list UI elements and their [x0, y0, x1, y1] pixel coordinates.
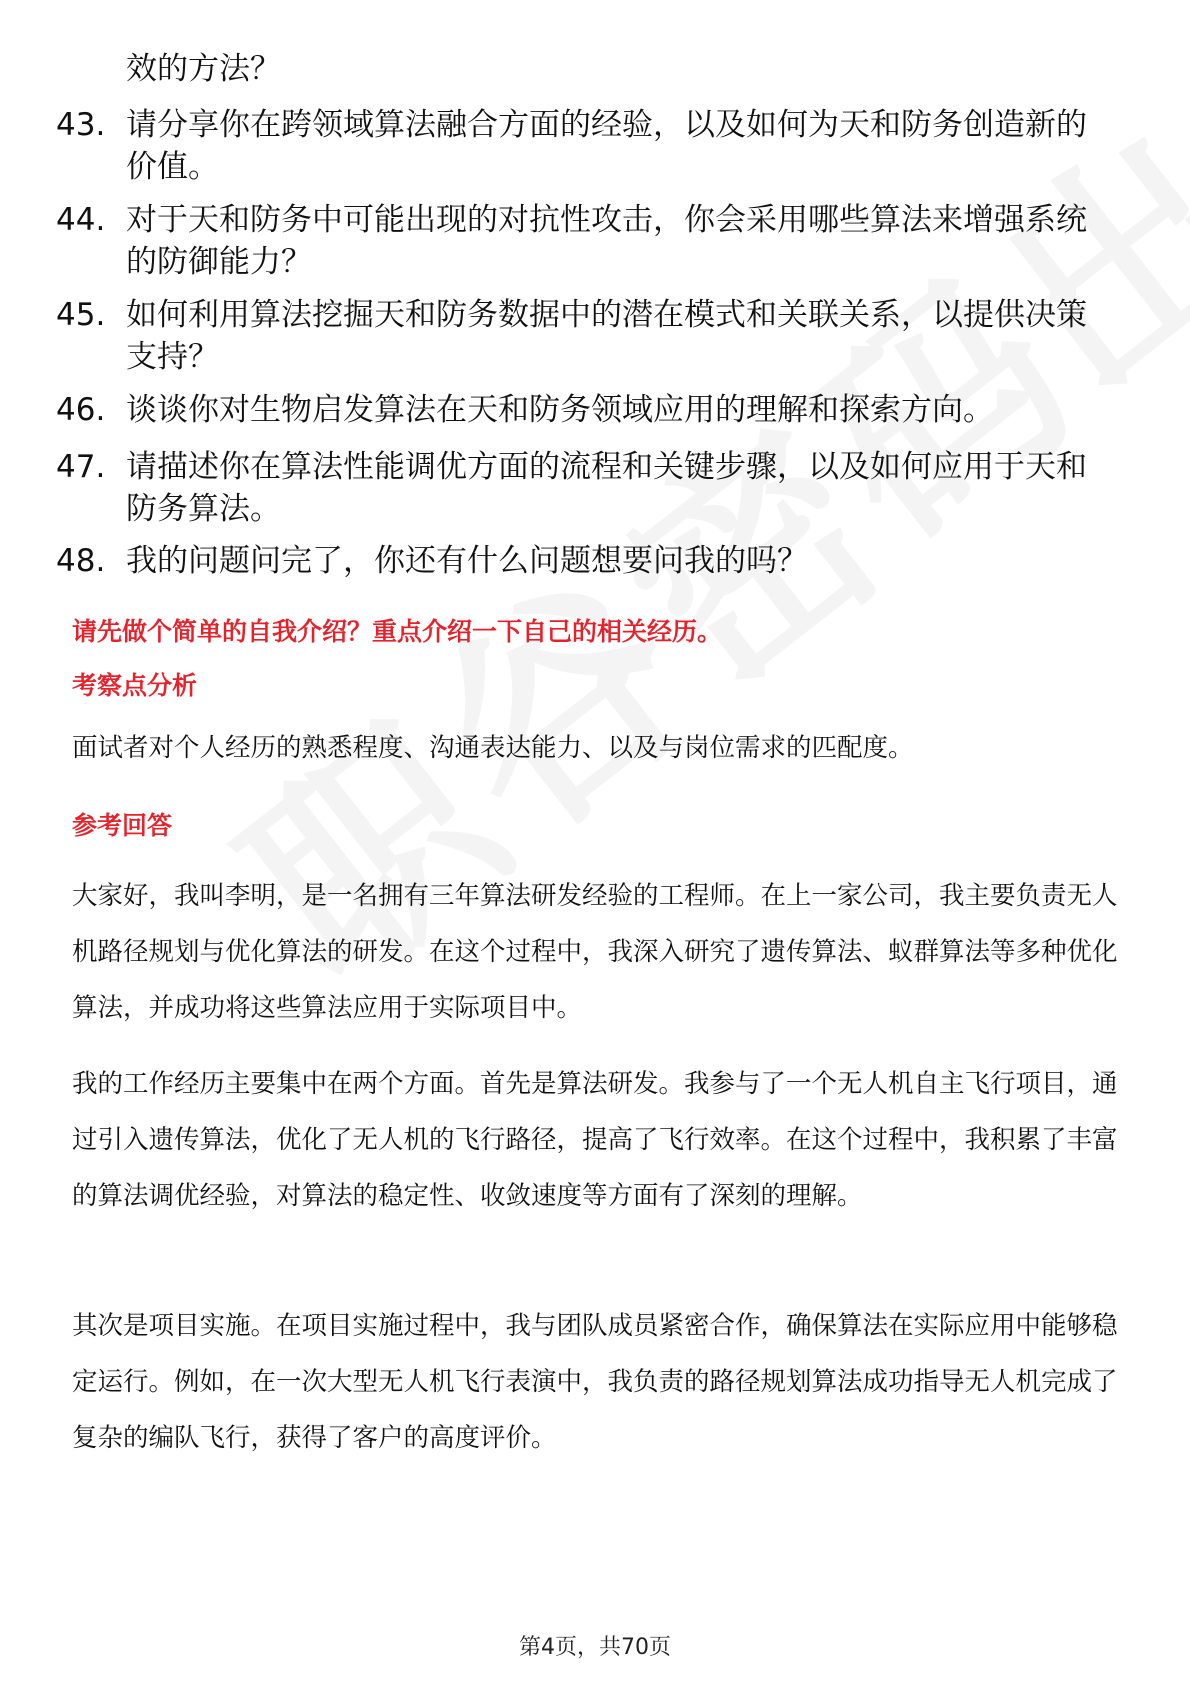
question-item	[56, 540, 1116, 582]
question-text: 对于天和防务中可能出现的对抗性攻击，你会采用哪些算法来增强系统的防御能力？	[126, 202, 1087, 280]
question-item	[56, 104, 1116, 188]
question-text: 如何利用算法挖掘天和防务数据中的潜在模式和关联关系，以提供决策支持？	[126, 297, 1087, 375]
question-item	[56, 446, 1116, 530]
answer-paragraph: 大家好，我叫李明，是一名拥有三年算法研发经验的工程师。在上一家公司，我主要负责无人机路径规划与优化算法的研发。在这个过程中，我深入研究了遗传算法、蚁群算法等多种优化算法，并成功将这些算法应用于实际项目中。	[72, 881, 1118, 1023]
question-number: 44.	[56, 202, 106, 238]
question-text: 我的问题问完了，你还有什么问题想要问我的吗？	[126, 543, 808, 579]
question-number: 47.	[56, 449, 106, 485]
question-number: 48.	[56, 543, 106, 579]
answer-paragraph: 我的工作经历主要集中在两个方面。首先是算法研发。我参与了一个无人机自主飞行项目，通过引入遗传算法，优化了无人机的飞行路径，提高了飞行效率。在这个过程中，我积累了丰富的算法调优经验，对算法的稳定性、收敛速度等方面有了深刻的理解。	[72, 1069, 1118, 1211]
answer-paragraph: 其次是项目实施。在项目实施过程中，我与团队成员紧密合作，确保算法在实际应用中能够稳定运行。例如，在一次大型无人机飞行表演中，我负责的路径规划算法成功指导无人机完成了复杂的编队飞行，获得了客户的高度评价。	[72, 1311, 1118, 1453]
question-text: 请分享你在跨领域算法融合方面的经验，以及如何为天和防务创造新的价值。	[126, 107, 1087, 185]
answer-heading: 参考回答	[72, 811, 173, 840]
analysis-text: 面试者对个人经历的熟悉程度、沟通表达能力、以及与岗位需求的匹配度。	[72, 733, 914, 763]
analysis-heading: 考察点分析	[72, 671, 198, 700]
question-item	[56, 294, 1116, 378]
question-item	[56, 199, 1116, 283]
question-number: 45.	[56, 297, 106, 333]
question-item	[56, 389, 1116, 431]
question-text: 请描述你在算法性能调优方面的流程和关键步骤，以及如何应用于天和防务算法。	[126, 449, 1087, 527]
question-continuation: 效的方法？	[126, 51, 281, 87]
page-footer: 第4页，共70页	[519, 1635, 671, 1660]
question-text: 谈谈你对生物启发算法在天和防务领域应用的理解和探索方向。	[126, 392, 994, 428]
question-number: 43.	[56, 107, 106, 143]
interview-question-heading: 请先做个简单的自我介绍？重点介绍一下自己的相关经历。	[72, 617, 723, 646]
question-number: 46.	[56, 392, 106, 428]
